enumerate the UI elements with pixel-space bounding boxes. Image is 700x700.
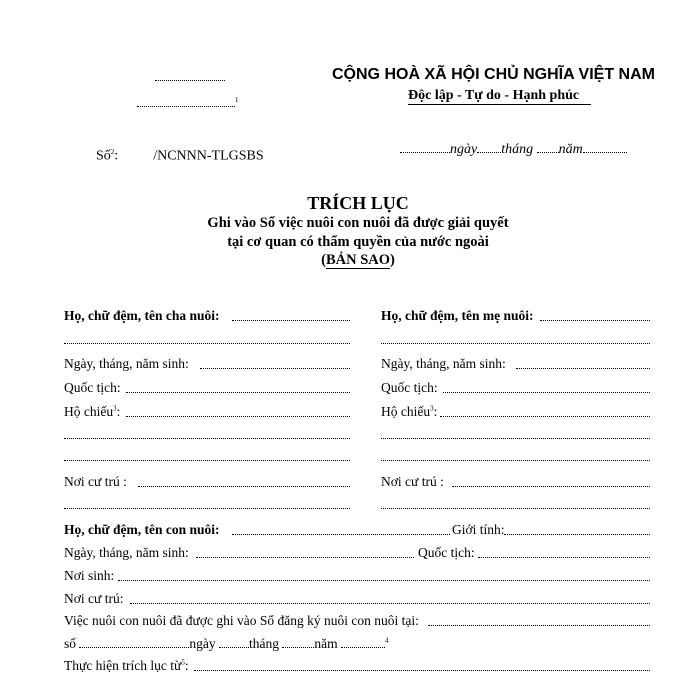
mother-residence-field-2[interactable] xyxy=(381,508,650,509)
father-residence-field-2[interactable] xyxy=(64,508,350,509)
child-dob-label: Ngày, tháng, năm sinh: xyxy=(64,545,189,560)
child-name-field[interactable] xyxy=(232,534,450,535)
child-gender-field[interactable] xyxy=(504,534,650,535)
father-residence-field[interactable] xyxy=(138,486,350,487)
mother-nationality-field[interactable] xyxy=(443,392,650,393)
mother-nationality-label: Quốc tịch: xyxy=(381,380,438,395)
father-nationality-label: Quốc tịch: xyxy=(64,380,121,395)
child-gender-label: Giới tính: xyxy=(452,522,505,537)
father-dob-label: Ngày, tháng, năm sinh: xyxy=(64,356,189,371)
mother-name-field[interactable] xyxy=(540,320,650,321)
mother-dob-field[interactable] xyxy=(516,368,650,369)
mother-dob-label: Ngày, tháng, năm sinh: xyxy=(381,356,506,371)
child-birthplace-field[interactable] xyxy=(118,580,650,581)
org-line-1 xyxy=(155,70,225,81)
father-name-field-2[interactable] xyxy=(64,343,350,344)
title-line-2: tại cơ quan có thẩm quyền của nước ngoài xyxy=(227,234,489,250)
copy-label: (BẢN SAO) xyxy=(321,252,395,268)
extract-from-field[interactable] xyxy=(194,670,650,671)
mother-residence-label: Nơi cư trú : xyxy=(381,474,444,489)
motto: Độc lập - Tự do - Hạnh phúc xyxy=(408,88,591,105)
registered-at-label: Việc nuôi con nuôi đã được ghi vào Sổ đăng ký nuôi con nuôi tại: xyxy=(64,613,419,628)
mother-residence-field[interactable] xyxy=(452,486,650,487)
father-passport-field-3[interactable] xyxy=(64,460,350,461)
child-birthplace-label: Nơi sinh: xyxy=(64,568,115,583)
mother-passport-field[interactable] xyxy=(440,416,650,417)
register-number-line: số ngày tháng năm $^4$ xyxy=(64,636,389,651)
mother-name-label: Họ, chữ đệm, tên mẹ nuôi: xyxy=(381,308,534,323)
mother-passport-field-2[interactable] xyxy=(381,438,650,439)
father-passport-field[interactable] xyxy=(126,416,350,417)
registered-at-field[interactable] xyxy=(428,625,650,626)
mother-passport-field-3[interactable] xyxy=(381,460,650,461)
org-line-2: 1 xyxy=(137,96,239,111)
republic-title: CỘNG HOÀ XÃ HỘI CHỦ NGHĨA VIỆT NAM xyxy=(332,66,655,83)
child-nationality-field[interactable] xyxy=(478,557,650,558)
title-line-1: Ghi vào Sổ việc nuôi con nuôi đã được giải quyết xyxy=(207,215,509,231)
father-passport-label: Hộ chiếu$^3$: xyxy=(64,404,121,419)
child-residence-field[interactable] xyxy=(130,603,650,604)
extract-from-label: Thực hiện trích lục từ$^5$: xyxy=(64,658,189,673)
child-nationality-label: Quốc tịch: xyxy=(418,545,475,560)
child-name-label: Họ, chữ đệm, tên con nuôi: xyxy=(64,522,220,537)
father-name-field[interactable] xyxy=(232,320,350,321)
father-name-label: Họ, chữ đệm, tên cha nuôi: xyxy=(64,308,220,323)
father-residence-label: Nơi cư trú : xyxy=(64,474,127,489)
document-number: Số$^2$: /NCNNN-TLGSBS xyxy=(96,148,264,164)
date-line: ngày tháng năm xyxy=(400,142,627,158)
mother-name-field-2[interactable] xyxy=(381,343,650,344)
child-residence-label: Nơi cư trú: xyxy=(64,591,124,606)
father-nationality-field[interactable] xyxy=(126,392,350,393)
child-dob-field[interactable] xyxy=(196,557,414,558)
father-dob-field[interactable] xyxy=(200,368,350,369)
mother-passport-label: Hộ chiếu$^3$: xyxy=(381,404,438,419)
father-passport-field-2[interactable] xyxy=(64,438,350,439)
document-title: TRÍCH LỤC xyxy=(307,193,409,213)
